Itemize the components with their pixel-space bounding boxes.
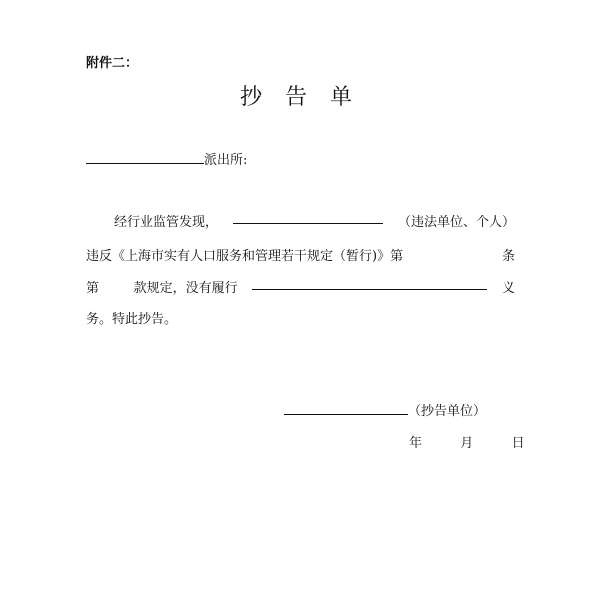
sign-label: （抄告单位）: [408, 404, 487, 419]
para-line2-end: 条: [501, 249, 515, 264]
police-station-blank[interactable]: [86, 151, 204, 164]
para-line3-end: 义: [501, 281, 515, 296]
violator-blank[interactable]: [233, 211, 383, 224]
date-day: 日: [511, 436, 525, 451]
paragraph-line-2: [86, 245, 515, 264]
para-line1-paren: （违法单位、个人）: [397, 215, 515, 230]
para-line1-text: 经行业监管发现，: [114, 215, 219, 230]
recipient-line: [86, 149, 247, 168]
para-line2-text: 违反《上海市实有人口服务和管理若干规定（暂行)》第: [86, 249, 404, 264]
paragraph-line-1: [86, 211, 515, 230]
signature-line: [284, 400, 486, 419]
date-line: [409, 432, 525, 451]
para-line3-start: 第: [86, 281, 100, 296]
obligation-blank[interactable]: [252, 277, 487, 290]
para-line3-mid: 款规定，没有履行: [133, 281, 238, 296]
para-line4: 务。特此抄告。: [86, 312, 178, 327]
reporting-unit-blank[interactable]: [284, 402, 408, 415]
recipient-suffix: 派出所:: [204, 153, 248, 168]
paragraph-line-3: [86, 277, 515, 296]
document-title: 抄 告 单: [240, 85, 360, 110]
date-month: 月: [460, 436, 474, 451]
attachment-label: 附件二：: [86, 56, 139, 71]
date-year: 年: [409, 436, 423, 451]
